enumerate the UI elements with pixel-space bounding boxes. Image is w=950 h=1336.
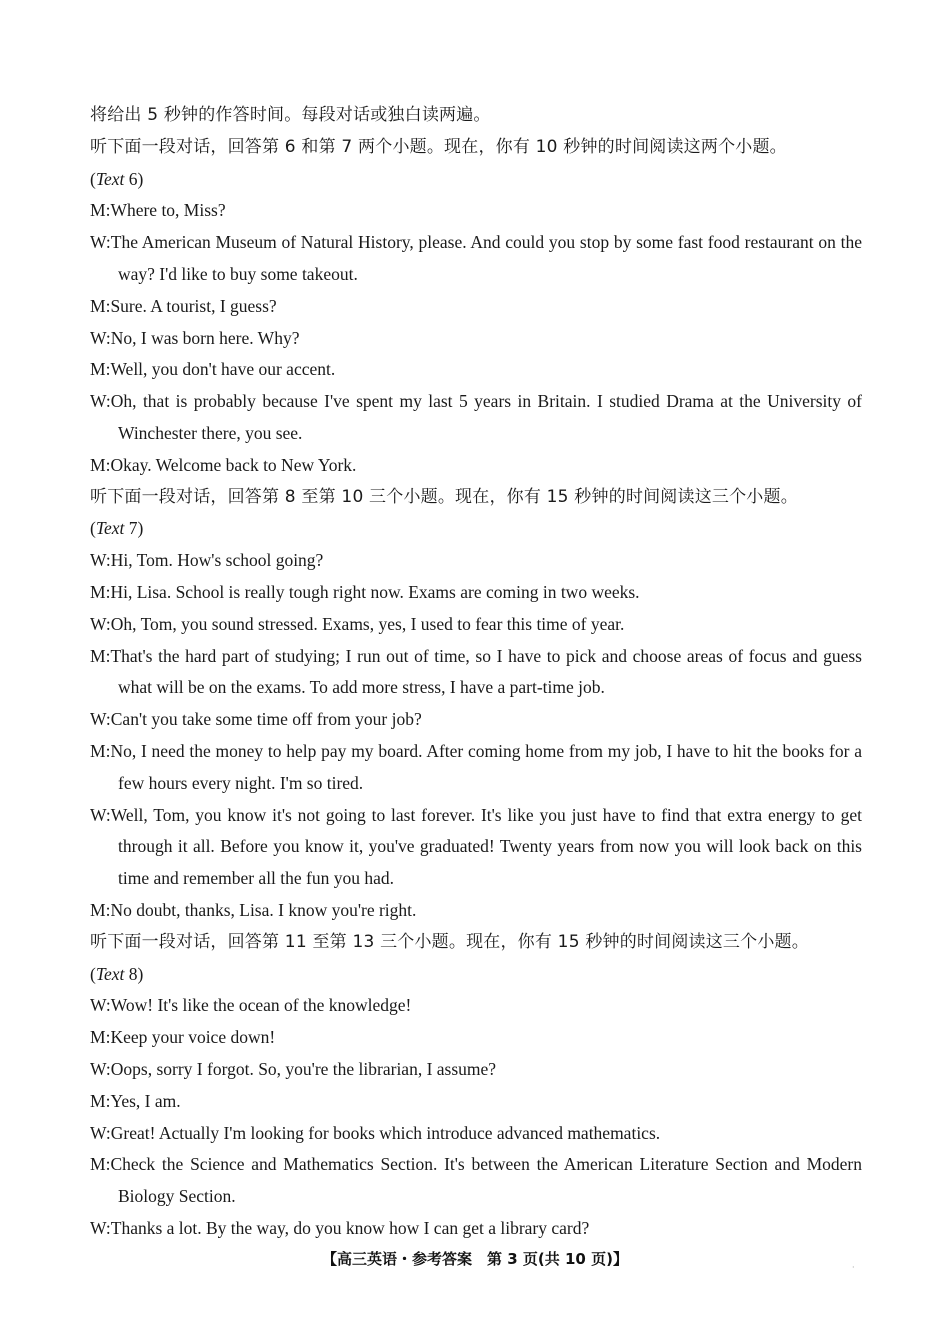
- text-label: (Text 7): [90, 518, 144, 539]
- text-label: (Text 8): [90, 963, 144, 984]
- dialogue-line: W:Great! Actually I'm looking for books which introduce advanced mathematics.: [90, 1122, 661, 1143]
- dialogue-line: W:Wow! It's like the ocean of the knowledge!: [90, 995, 412, 1016]
- section-instruction: 听下面一段对话，回答第 6 和第 7 两个小题。现在，你有 10 秒钟的时间阅读这两个小题。: [90, 136, 787, 157]
- section-instruction: 听下面一段对话，回答第 11 至第 13 三个小题。现在，你有 15 秒钟的时间阅读这三个小题。: [90, 931, 809, 952]
- text-label: (Text 6): [90, 168, 144, 189]
- dialogue-line: W:Can't you take some time off from your job?: [90, 709, 422, 730]
- dialogue-line: W:Well, Tom, you know it's not going to last forever. It's like you just have to find that extra energy to get through it all. Before you know it, you've graduated! Twenty years from now you will look back on this time and remember all the fun you had.: [90, 804, 862, 889]
- dialogue-line: M:Okay. Welcome back to New York.: [90, 454, 357, 475]
- dialogue-line: M:No, I need the money to help pay my board. After coming home from my job, I have to hit the books for a few hours every night. I'm so tired.: [90, 740, 862, 793]
- dialogue-line: W:Oops, sorry I forgot. So, you're the librarian, I assume?: [90, 1058, 497, 1079]
- transcript-body: [90, 100, 862, 1245]
- dialogue-line: W:No, I was born here. Why?: [90, 327, 300, 348]
- dialogue-line: M:That's the hard part of studying; I run out of time, so I have to pick and choose areas of focus and guess what will be on the exams. To add more stress, I have a part-time job.: [90, 645, 862, 698]
- dialogue-line: W:Oh, Tom, you sound stressed. Exams, yes, I used to fear this time of year.: [90, 613, 625, 634]
- dialogue-line: M:Yes, I am.: [90, 1090, 181, 1111]
- intro-line: 将给出 5 秒钟的作答时间。每段对话或独白读两遍。: [90, 105, 491, 125]
- dialogue-line: W:Hi, Tom. How's school going?: [90, 550, 324, 571]
- dialogue-line: M:No doubt, thanks, Lisa. I know you're right.: [90, 899, 417, 920]
- section-instruction: 听下面一段对话，回答第 8 至第 10 三个小题。现在，你有 15 秒钟的时间阅读这三个小题。: [90, 486, 798, 507]
- decorative-mark: ·: [852, 1263, 855, 1272]
- dialogue-line: M:Hi, Lisa. School is really tough right now. Exams are coming in two weeks.: [90, 581, 640, 602]
- dialogue-line: M:Sure. A tourist, I guess?: [90, 295, 277, 316]
- dialogue-line: W:Thanks a lot. By the way, do you know how I can get a library card?: [90, 1217, 590, 1238]
- dialogue-line: M:Check the Science and Mathematics Section. It's between the American Literature Section and Modern Biology Section.: [90, 1154, 862, 1207]
- page-footer: 【高三英语・参考答案 第 3 页(共 10 页)】: [322, 1250, 628, 1268]
- dialogue-line: M:Keep your voice down!: [90, 1027, 276, 1048]
- dialogue-line: M:Well, you don't have our accent.: [90, 359, 336, 380]
- dialogue-line: W:The American Museum of Natural History, please. And could you stop by some fast food restaurant on the way? I'd like to buy some takeout.: [90, 232, 862, 284]
- dialogue-line: W:Oh, that is probably because I've spent my last 5 years in Britain. I studied Drama at the University of Winchester there, you see.: [90, 391, 862, 443]
- dialogue-line: M:Where to, Miss?: [90, 200, 226, 221]
